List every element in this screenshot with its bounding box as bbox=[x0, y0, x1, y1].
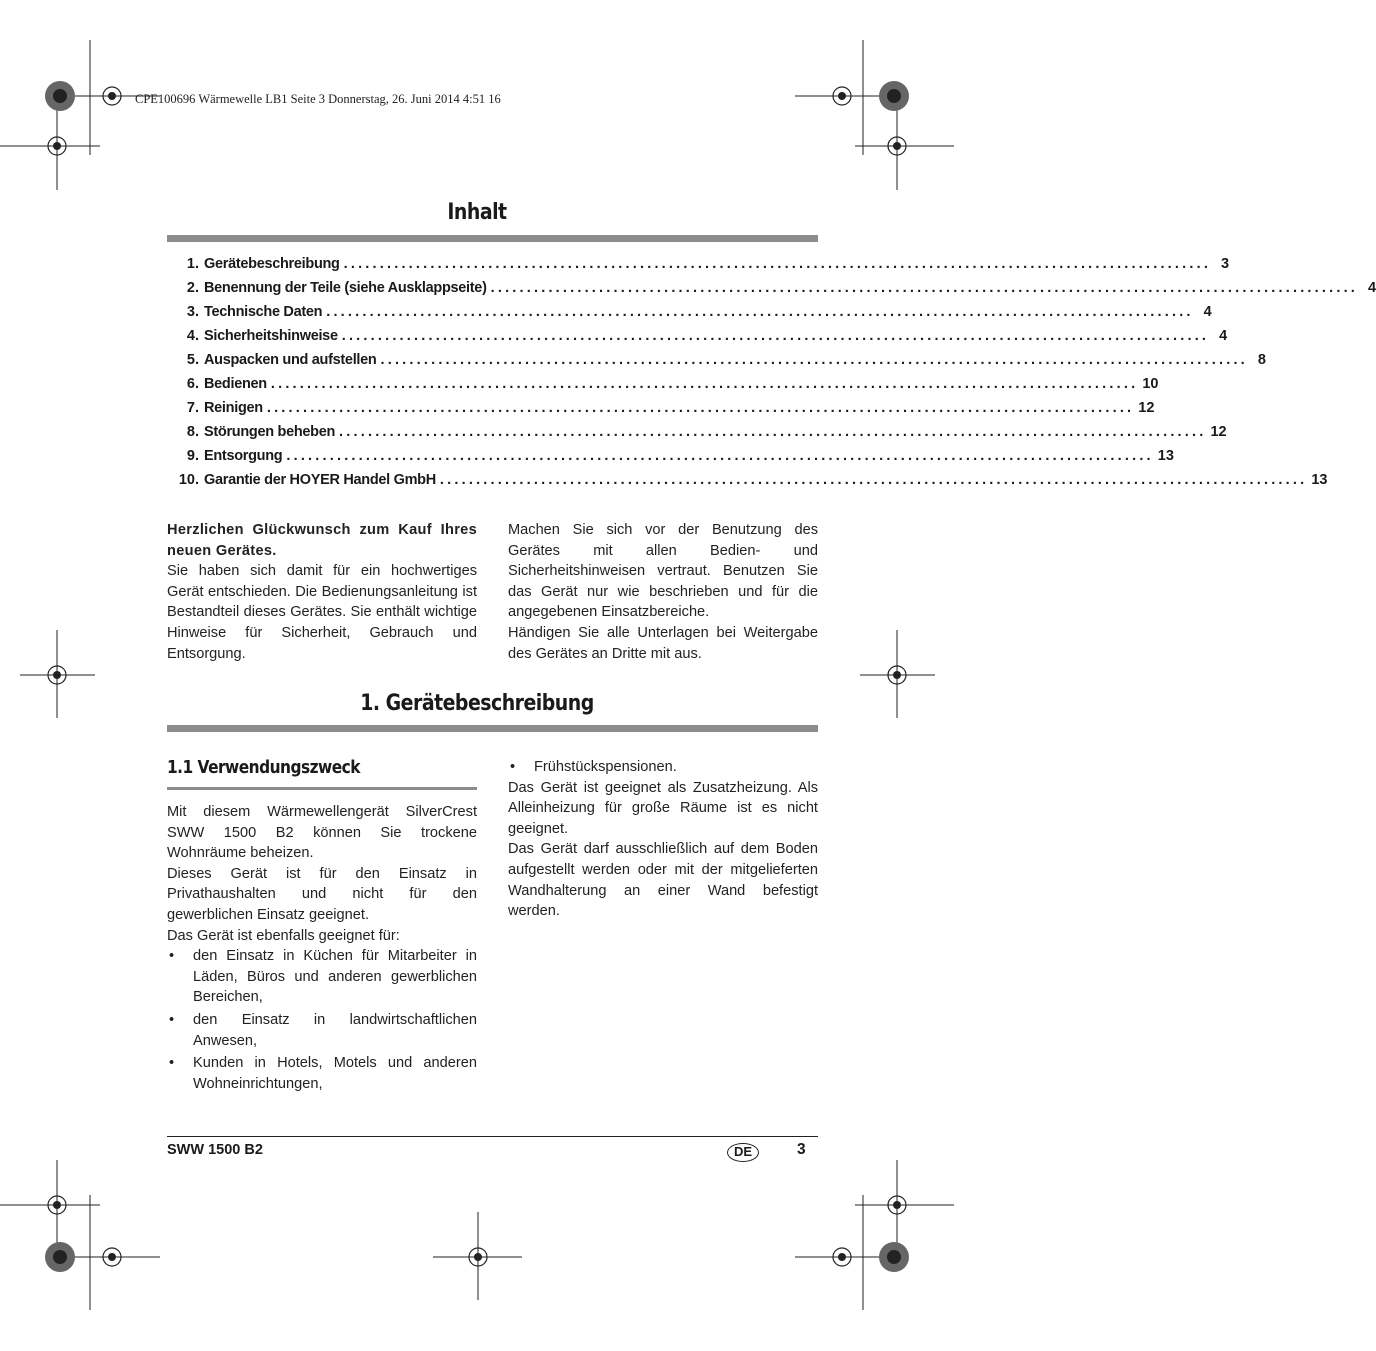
list-item: • Frühstückspensionen. bbox=[508, 757, 818, 778]
toc-page-number: 12 bbox=[1138, 400, 1155, 416]
toc-entry[interactable] bbox=[170, 424, 1227, 448]
section-1-title: 1. Gerätebeschreibung bbox=[360, 691, 594, 716]
intro-heading: Herzlichen Glückwunsch zum Kauf Ihres neuen Gerätes. bbox=[167, 522, 477, 559]
contents-title: Inhalt bbox=[447, 200, 507, 225]
contents-rule bbox=[167, 235, 818, 242]
intro-right-p1: Machen Sie sich vor der Benutzung des Gerätes mit allen Bedien- und Sicherheitshinweisen vertraut. Benutzen Sie das Gerät nur wie beschrieben und für die angegebenen Einsatzbereiche. bbox=[508, 522, 818, 621]
usage-right-p1: Das Gerät ist geeignet als Zusatzheizung. Als Alleinheizung für große Räume ist es nicht geeignet. bbox=[508, 779, 818, 837]
toc-number: 2. bbox=[186, 280, 199, 296]
toc-label: Technische Daten bbox=[204, 304, 323, 320]
toc-entry[interactable] bbox=[170, 472, 1328, 496]
footer-model: SWW 1500 B2 bbox=[167, 1142, 263, 1158]
section-1-1-right-column bbox=[508, 757, 818, 922]
page-number: 3 bbox=[797, 1141, 806, 1158]
print-header: CPE100696 Wärmewelle LB1 Seite 3 Donnerstag, 26. Juni 2014 4:51 16 bbox=[135, 92, 501, 106]
toc-label: Auspacken und aufstellen bbox=[204, 352, 377, 368]
toc-label: Gerätebeschreibung bbox=[204, 256, 340, 272]
section-1-1-left-column bbox=[167, 802, 477, 1094]
toc-entry[interactable] bbox=[170, 352, 1266, 376]
intro-right-column bbox=[508, 520, 818, 664]
toc-leader-dots: ........................................................................................................................ bbox=[270, 376, 1139, 392]
intro-left-text: Sie haben sich damit für ein hochwertiges Gerät entschieden. Die Bedienungsanleitung ist Bestandteil dieses Gerätes. Sie enthält wichtige Hinweise für Sicherheit, Gebrauch und Entsorgung. bbox=[167, 563, 477, 662]
toc-number: 9. bbox=[186, 448, 199, 464]
language-badge: DE bbox=[727, 1143, 759, 1162]
toc-leader-dots: ........................................................................................................................ bbox=[341, 328, 1210, 344]
usage-p2: Dieses Gerät ist für den Einsatz in Privathaushalten und nicht für den gewerblichen Einsatz geeignet. bbox=[167, 865, 477, 923]
toc-number: 1. bbox=[186, 256, 199, 272]
usage-p3: Das Gerät ist ebenfalls geeignet für: bbox=[167, 927, 400, 944]
list-item: • den Einsatz in Küchen für Mitarbeiter in Läden, Büros und anderen gewerblichen Bereichen, bbox=[167, 946, 477, 1008]
list-item: • Kunden in Hotels, Motels und anderen Wohneinrichtungen, bbox=[167, 1053, 477, 1094]
toc-label: Garantie der HOYER Handel GmbH bbox=[204, 472, 436, 488]
toc-number: 5. bbox=[186, 352, 199, 368]
toc-page-number: 12 bbox=[1210, 424, 1227, 440]
toc-number: 7. bbox=[186, 400, 199, 416]
toc-number: 6. bbox=[186, 376, 199, 392]
toc-number: 8. bbox=[186, 424, 199, 440]
toc-entry[interactable] bbox=[170, 448, 1174, 472]
toc-leader-dots: ........................................................................................................................ bbox=[326, 304, 1194, 320]
toc-label: Störungen beheben bbox=[204, 424, 336, 440]
toc-leader-dots: ........................................................................................................................ bbox=[266, 400, 1135, 416]
usage-p1: Mit diesem Wärmewellengerät SilverCrest SWW 1500 B2 können Sie trockene Wohnräume beheizen. bbox=[167, 804, 477, 862]
toc-entry[interactable] bbox=[170, 400, 1155, 424]
toc-leader-dots: ........................................................................................................................ bbox=[380, 352, 1248, 368]
toc-entry[interactable] bbox=[170, 280, 1376, 304]
section-1-rule bbox=[167, 725, 818, 732]
toc-label: Sicherheitshinweise bbox=[204, 328, 338, 344]
toc-entry[interactable] bbox=[170, 376, 1159, 400]
toc-label: Benennung der Teile (siehe Ausklappseite) bbox=[204, 280, 487, 296]
toc-page-number: 4 bbox=[1203, 304, 1212, 320]
toc-label: Bedienen bbox=[204, 376, 267, 392]
toc-page-number: 8 bbox=[1257, 352, 1266, 368]
toc-leader-dots: ........................................................................................................................ bbox=[339, 424, 1207, 440]
toc-label: Entsorgung bbox=[204, 448, 283, 464]
toc-page-number: 10 bbox=[1142, 376, 1159, 392]
section-1-1-rule bbox=[167, 787, 477, 790]
toc-leader-dots: ........................................................................................................................ bbox=[439, 472, 1308, 488]
toc-entry[interactable] bbox=[170, 328, 1228, 352]
section-1-1-title: 1.1 Verwendungszweck bbox=[167, 758, 360, 778]
toc-leader-dots: ........................................................................................................................ bbox=[490, 280, 1359, 296]
toc-page-number: 3 bbox=[1220, 256, 1230, 272]
toc-entry[interactable] bbox=[170, 256, 1230, 280]
intro-left-column bbox=[167, 520, 477, 664]
toc-number: 4. bbox=[186, 328, 199, 344]
toc-label: Reinigen bbox=[204, 400, 263, 416]
footer-rule bbox=[167, 1136, 818, 1137]
intro-right-p2: Händigen Sie alle Unterlagen bei Weitergabe des Gerätes an Dritte mit aus. bbox=[508, 624, 818, 662]
toc-page-number: 4 bbox=[1367, 280, 1376, 296]
toc-page-number: 4 bbox=[1219, 328, 1228, 344]
toc-page-number: 13 bbox=[1157, 448, 1174, 464]
toc-number: 3. bbox=[186, 304, 199, 320]
toc-leader-dots: ........................................................................................................................ bbox=[343, 256, 1212, 272]
toc-number: 10. bbox=[178, 472, 199, 488]
usage-right-p2: Das Gerät darf ausschließlich auf dem Boden aufgestellt werden oder mit der mitgelieferten Wandhalterung an einer Wand befestigt werden. bbox=[508, 841, 818, 920]
toc-page-number: 13 bbox=[1311, 472, 1328, 488]
toc-leader-dots: ........................................................................................................................ bbox=[286, 448, 1154, 464]
list-item: • den Einsatz in landwirtschaftlichen Anwesen, bbox=[167, 1010, 477, 1051]
table-of-contents bbox=[170, 256, 1376, 496]
toc-entry[interactable] bbox=[170, 304, 1212, 328]
